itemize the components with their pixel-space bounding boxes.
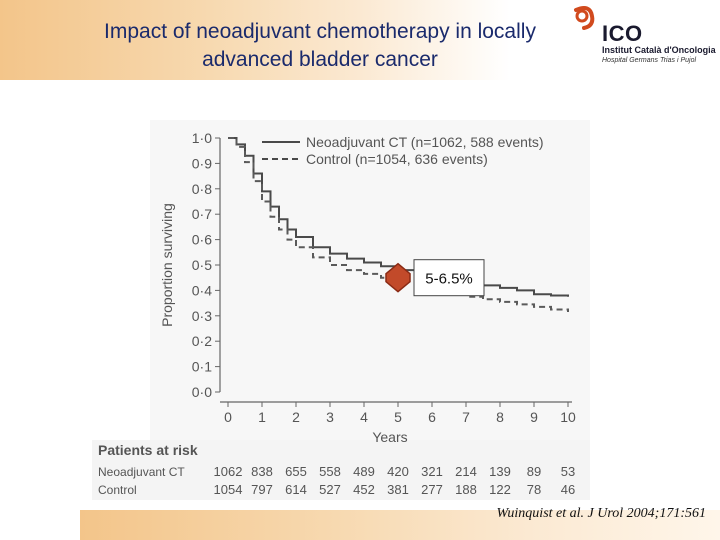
risk-cell: 614 xyxy=(285,482,307,497)
logo-institute-name: Institut Català d'Oncologia xyxy=(602,45,716,55)
y-tick-label: 0·5 xyxy=(191,257,212,273)
risk-cell: 838 xyxy=(251,464,273,479)
y-tick-label: 0·7 xyxy=(191,206,212,223)
x-tick-label: 10 xyxy=(560,409,576,425)
risk-row-label: Control xyxy=(98,483,137,497)
x-tick-label: 3 xyxy=(326,409,334,425)
risk-cell: 321 xyxy=(421,464,443,479)
risk-row-label: Neoadjuvant CT xyxy=(98,465,185,479)
risk-cell: 46 xyxy=(560,482,576,497)
risk-cell: 420 xyxy=(387,464,409,479)
risk-cell: 277 xyxy=(421,482,443,497)
risk-cell: 558 xyxy=(319,464,341,479)
y-tick-label: 0·6 xyxy=(191,231,212,248)
risk-cell: 381 xyxy=(387,482,409,497)
gap-arrow xyxy=(386,264,410,292)
title-line-2: advanced bladder cancer xyxy=(202,48,438,71)
title-line-1: Impact of neoadjuvant chemotherapy in locally xyxy=(104,20,536,43)
risk-cell: 797 xyxy=(251,482,273,497)
risk-table-title: Patients at risk xyxy=(98,442,198,458)
legend-label: Control (n=1054, 636 events) xyxy=(306,151,488,167)
y-tick-label: 0·3 xyxy=(191,307,212,324)
risk-cell: 655 xyxy=(285,464,307,479)
x-axis-label: Years xyxy=(372,429,408,445)
risk-cell: 1054 xyxy=(213,482,243,497)
risk-cell: 489 xyxy=(353,464,375,479)
x-tick-label: 0 xyxy=(224,409,232,425)
x-tick-label: 6 xyxy=(428,409,436,425)
risk-cell: 188 xyxy=(455,482,477,497)
risk-cell: 122 xyxy=(489,482,511,497)
risk-cell: 1062 xyxy=(213,464,243,479)
risk-cell: 89 xyxy=(526,464,542,479)
citation: Wuinquist et al. J Urol 2004;171:561 xyxy=(496,506,706,521)
risk-table xyxy=(98,442,575,497)
gap-label: 5-6.5% xyxy=(425,270,473,288)
y-tick-label: 0·4 xyxy=(191,282,212,299)
risk-cell: 214 xyxy=(455,464,477,479)
x-tick-label: 2 xyxy=(292,409,300,425)
legend-label: Neoadjuvant CT (n=1062, 588 events) xyxy=(306,134,544,150)
logo-hospital-name: Hospital Germans Trias i Pujol xyxy=(602,57,697,64)
x-tick-label: 1 xyxy=(258,409,266,425)
risk-cell: 452 xyxy=(353,482,375,497)
chart-legend xyxy=(262,134,544,167)
risk-cell: 139 xyxy=(489,464,511,479)
x-tick-label: 4 xyxy=(360,409,368,425)
y-tick-label: 0·8 xyxy=(191,180,212,197)
y-tick-label: 0·1 xyxy=(191,358,212,375)
risk-cell: 78 xyxy=(526,482,542,497)
chart-annotation xyxy=(386,260,484,296)
risk-cell: 53 xyxy=(560,464,576,479)
x-tick-label: 7 xyxy=(462,409,470,425)
y-axis-label: Proportion surviving xyxy=(159,203,175,327)
y-tick-label: 0·9 xyxy=(191,155,212,172)
y-tick-label: 0·0 xyxy=(191,384,212,400)
x-tick-label: 5 xyxy=(394,409,402,425)
logo-abbrev: ICO xyxy=(602,21,643,46)
x-tick-label: 9 xyxy=(530,409,538,425)
y-tick-label: 1·0 xyxy=(191,130,212,146)
risk-cell: 527 xyxy=(319,482,341,497)
y-tick-label: 0·2 xyxy=(191,333,212,350)
x-tick-label: 8 xyxy=(496,409,504,425)
